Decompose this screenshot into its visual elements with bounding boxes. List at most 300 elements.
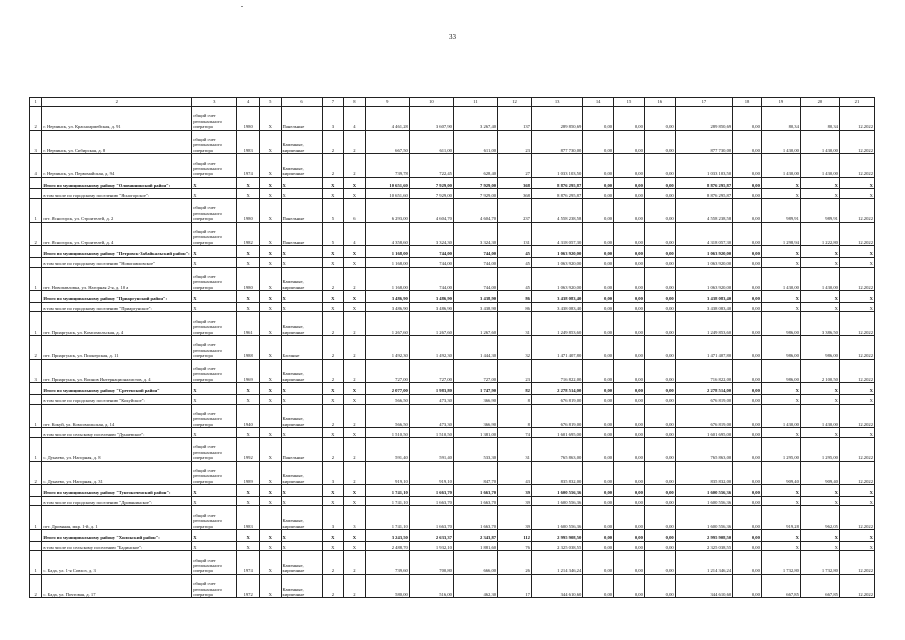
table-row (30, 222, 875, 246)
table-cell (30, 530, 42, 542)
table-cell: Х (259, 394, 281, 404)
table-cell: 0,00 (644, 485, 675, 497)
table-cell: 12.2022 (839, 130, 874, 154)
table-cell: Х (237, 246, 260, 258)
settlement-subtotal-row (30, 257, 875, 267)
table-cell: Каменные, кирпичные (281, 130, 322, 154)
table-cell: 12.2022 (839, 461, 874, 485)
table-cell: 0,00 (733, 428, 762, 438)
table-cell: 2 (344, 461, 366, 485)
table-cell: 667,85 (800, 574, 839, 598)
table-cell: 2 (322, 551, 344, 575)
table-cell: 289 850,69 (531, 107, 582, 131)
table-cell: 0,00 (733, 359, 762, 383)
table-cell: 3 438 083,40 (675, 291, 732, 303)
table-cell: Х (344, 541, 366, 551)
table-cell: Х (259, 541, 281, 551)
table-cell: 1 600 556,36 (531, 496, 582, 506)
table-cell: 2 (344, 312, 366, 336)
table-cell: 0,00 (644, 154, 675, 178)
table-cell: 3 438 083,40 (531, 302, 582, 312)
table-cell: Х (344, 177, 366, 189)
table-cell: 2 (322, 359, 344, 383)
table-cell: 667,50 (365, 130, 409, 154)
table-cell (30, 189, 42, 199)
table-cell: 0,00 (583, 551, 614, 575)
table-cell: 344 610,60 (531, 574, 582, 598)
table-cell: Х (259, 530, 281, 542)
table-cell: 5 (322, 222, 344, 246)
table-cell: общий счет регионального оператора (192, 107, 237, 131)
table-cell: 1992 (237, 437, 260, 461)
table-cell: 3 324,30 (409, 222, 453, 246)
table-cell: 7 929,00 (409, 177, 453, 189)
table-cell: 0,00 (733, 291, 762, 303)
table-cell: с. Дунаево, ул. Нагорная, д. 8 (42, 437, 192, 461)
table-cell: Х (259, 267, 281, 291)
table-cell: Х (259, 199, 281, 223)
table-cell: 877 730,00 (531, 130, 582, 154)
table-cell: Х (839, 394, 874, 404)
table-cell: 0,00 (733, 177, 762, 189)
table-cell: 2 (344, 359, 366, 383)
table-cell: 1 601 695,00 (675, 428, 732, 438)
table-cell (30, 394, 42, 404)
table-cell: 1 663,70 (409, 485, 453, 497)
table-cell: Х (761, 530, 800, 542)
table-cell: 1 663,70 (453, 485, 497, 497)
table-cell: в том числе по городскому поселению "Ясногорское": (42, 189, 192, 199)
table-cell: 1982 (237, 222, 260, 246)
table-cell: 0,00 (614, 506, 645, 530)
table-cell: Х (839, 383, 874, 395)
table-cell: 12.2022 (839, 199, 874, 223)
table-cell: 43 (498, 461, 532, 485)
table-cell: 0,00 (583, 437, 614, 461)
table-cell: 0,00 (583, 291, 614, 303)
table-cell: 4 318 057,30 (675, 222, 732, 246)
table-cell: 1 663,70 (453, 506, 497, 530)
table-cell: 1 430,00 (800, 267, 839, 291)
table-cell: 1 298,94 (761, 222, 800, 246)
table-cell: 1 492,30 (365, 336, 409, 360)
table-cell: 3 438,90 (453, 302, 497, 312)
table-cell: пгт. Кокуй, ул. Комсомольская, д. 14 (42, 404, 192, 428)
table-cell (259, 506, 281, 530)
table-cell: 516,00 (409, 574, 453, 598)
table-cell: Итого по муниципальному району "Сретенский район" (42, 383, 192, 395)
table-cell: в том числе по сельскому поселению "Дунаевское": (42, 428, 192, 438)
table-cell: пгт. Дровяная, мкр. 1-й, д. 1 (42, 506, 192, 530)
table-cell: 744,00 (453, 257, 497, 267)
table-cell: 744,00 (409, 257, 453, 267)
table-cell: 909,40 (800, 461, 839, 485)
table-cell: 1 430,00 (761, 154, 800, 178)
table-cell: 2 (30, 222, 42, 246)
table-cell: 989,91 (761, 199, 800, 223)
table-cell: Х (800, 291, 839, 303)
settlement-subtotal-row (30, 541, 875, 551)
table-cell: Каменные, кирпичные (281, 506, 322, 530)
table-cell: общий счет регионального оператора (192, 437, 237, 461)
table-cell: 0,00 (733, 312, 762, 336)
table-cell: 23 (498, 130, 532, 154)
table-cell: 1 663,70 (409, 496, 453, 506)
table-cell: Х (839, 257, 874, 267)
table-cell: 1 (30, 404, 42, 428)
table-cell: Х (237, 428, 260, 438)
table-cell: 1980 (237, 199, 260, 223)
table-cell: 0,00 (644, 428, 675, 438)
table-cell: 0,00 (583, 574, 614, 598)
table-cell: Х (259, 551, 281, 575)
table-cell: 0,00 (614, 437, 645, 461)
table-cell: 1983 (237, 506, 260, 530)
table-cell: Х (281, 541, 322, 551)
table-cell: 1 (30, 551, 42, 575)
table-cell: 1961 (237, 312, 260, 336)
table-cell: 39 (498, 496, 532, 506)
table-cell: 0,00 (733, 189, 762, 199)
district-total-row (30, 530, 875, 542)
table-cell: 8 876 295,87 (531, 189, 582, 199)
table-cell: 2 (30, 107, 42, 131)
table-cell: 0,00 (614, 461, 645, 485)
table-cell: Х (800, 485, 839, 497)
table-cell: Х (259, 257, 281, 267)
district-total-row (30, 177, 875, 189)
table-cell: 12.2022 (839, 404, 874, 428)
table-cell: 1 601 695,00 (531, 428, 582, 438)
table-cell: 12.2022 (839, 154, 874, 178)
table-cell: 82 (498, 383, 532, 395)
table-cell (30, 428, 42, 438)
table-cell: 0,00 (644, 336, 675, 360)
column-number-cell: 18 (733, 98, 762, 107)
table-cell: Х (237, 383, 260, 395)
table-cell: 986,00 (761, 312, 800, 336)
table-cell: 847,70 (453, 461, 497, 485)
table-cell: 2 (344, 154, 366, 178)
table-cell: 0,00 (614, 267, 645, 291)
table-cell: 1974 (237, 551, 260, 575)
table-cell: Х (839, 189, 874, 199)
table-cell: 1 033 103,50 (675, 154, 732, 178)
table-cell: Итого по муниципальному району "Приаргунский район": (42, 291, 192, 303)
table-cell: Х (322, 394, 344, 404)
table-cell: 0,00 (614, 107, 645, 131)
column-number-cell: 20 (800, 98, 839, 107)
table-cell: Х (259, 428, 281, 438)
table-cell: 26 (498, 551, 532, 575)
table-cell: Х (344, 485, 366, 497)
table-cell: 1 600 556,36 (675, 506, 732, 530)
table-cell: 3 438 083,40 (531, 291, 582, 303)
table-cell: 2 100,50 (800, 359, 839, 383)
table-cell: Х (839, 428, 874, 438)
table-cell: 919,10 (365, 461, 409, 485)
column-number-cell: 2 (42, 98, 192, 107)
table-cell: 10 651,60 (365, 177, 409, 189)
table-cell: 0,00 (644, 107, 675, 131)
table-cell: 0,00 (583, 107, 614, 131)
table-cell: 1 033 103,50 (531, 154, 582, 178)
table-cell: 0,00 (614, 222, 645, 246)
table-cell: 1988 (237, 336, 260, 360)
table-cell: Х (344, 246, 366, 258)
table-cell: Х (192, 530, 237, 542)
table-cell: 7 929,00 (409, 189, 453, 199)
column-number-cell: 13 (531, 98, 582, 107)
table-cell: 12.2022 (839, 312, 874, 336)
table-cell: 1 (30, 267, 42, 291)
table-cell: 0,00 (583, 257, 614, 267)
table-cell (30, 496, 42, 506)
table-cell: 1 063 920,00 (531, 246, 582, 258)
table-cell: 727,00 (365, 359, 409, 383)
table-cell: 0,00 (644, 541, 675, 551)
table-cell: 0,00 (644, 394, 675, 404)
table-cell: 1 267,60 (453, 312, 497, 336)
table-cell: 0,00 (644, 246, 675, 258)
table-cell: Итого по муниципальному району "Оловяннинский район": (42, 177, 192, 189)
table-cell: 2 (344, 437, 366, 461)
table-cell: 0,00 (733, 541, 762, 551)
table-cell: Х (761, 428, 800, 438)
table-cell: 0,00 (733, 336, 762, 360)
table-cell: Х (281, 394, 322, 404)
table-cell: 74 (498, 428, 532, 438)
table-row (30, 404, 875, 428)
table-cell: 0,00 (583, 154, 614, 178)
settlement-subtotal-row (30, 302, 875, 312)
table-cell: Х (344, 394, 366, 404)
table-cell: 667,85 (761, 574, 800, 598)
table-cell: 1 430,00 (800, 404, 839, 428)
column-number-cell: 9 (365, 98, 409, 107)
settlement-subtotal-row (30, 496, 875, 506)
table-cell: 86 (498, 291, 532, 303)
table-cell: Х (259, 154, 281, 178)
table-cell: 727,00 (453, 359, 497, 383)
table-cell: Каменные, кирпичные (281, 154, 322, 178)
table-cell: 2 633,37 (409, 530, 453, 542)
table-cell: 0,00 (644, 437, 675, 461)
table-cell: 0,00 (614, 541, 645, 551)
table-cell: Х (259, 383, 281, 395)
table-cell: Х (800, 246, 839, 258)
table-cell: 0,00 (644, 189, 675, 199)
table-cell: 0,00 (644, 302, 675, 312)
column-number-cell: 6 (281, 98, 322, 107)
table-cell: 0,00 (614, 496, 645, 506)
table-cell: 765 863,00 (531, 437, 582, 461)
table-cell: Х (237, 530, 260, 542)
table-cell: 0,00 (583, 336, 614, 360)
table-cell: 919,28 (761, 506, 800, 530)
table-cell: 2 (322, 404, 344, 428)
table-cell: в том числе по сельскому поселению "Бадинское": (42, 541, 192, 551)
table-cell: 1 983,80 (409, 383, 453, 395)
column-number-cell: 11 (453, 98, 497, 107)
table-cell: в том числе по городскому поселению "Приаргунское": (42, 302, 192, 312)
table-cell: 3 (322, 107, 344, 131)
table-cell: 6 (344, 199, 366, 223)
table-cell: Х (761, 291, 800, 303)
table-cell: 1 063 920,00 (531, 257, 582, 267)
table-cell: 0,00 (614, 189, 645, 199)
table-cell: общий счет регионального оператора (192, 312, 237, 336)
table-cell: Панельные (281, 222, 322, 246)
table-cell: 2 (322, 267, 344, 291)
table-cell: 0,00 (583, 485, 614, 497)
table-cell: 8 876 295,87 (675, 177, 732, 189)
table-cell: 722,45 (409, 154, 453, 178)
table-cell: Х (259, 461, 281, 485)
table-cell: 2 077,00 (365, 383, 409, 395)
table-cell: 1 430,00 (761, 130, 800, 154)
table-cell: 0,00 (614, 302, 645, 312)
table-cell: 2 (344, 130, 366, 154)
table-cell: 591,40 (409, 437, 453, 461)
column-number-cell: 7 (322, 98, 344, 107)
table-cell: 10 651,60 (365, 189, 409, 199)
table-cell: 4 (30, 154, 42, 178)
table-cell: 0,00 (644, 222, 675, 246)
table-cell: Х (237, 189, 260, 199)
column-number-cell: 19 (761, 98, 800, 107)
table-cell: 2 (322, 574, 344, 598)
table-cell: 473,30 (409, 394, 453, 404)
district-total-row (30, 291, 875, 303)
table-cell: Х (344, 383, 366, 395)
settlement-subtotal-row (30, 428, 875, 438)
table-cell: пгт. Приаргунск, ул. Воинов Интернационалистов, д. 4 (42, 359, 192, 383)
column-number-cell: 12 (498, 98, 532, 107)
table-cell: Х (761, 383, 800, 395)
table-cell: 0,00 (733, 394, 762, 404)
table-cell: 1 (30, 199, 42, 223)
table-cell: 0,00 (614, 530, 645, 542)
table-cell: 676 819,00 (531, 404, 582, 428)
table-cell: 744,00 (453, 246, 497, 258)
table-cell: 8 (498, 394, 532, 404)
table-cell: 31 (498, 437, 532, 461)
table-cell: Х (344, 257, 366, 267)
table-cell: 4 604,70 (409, 199, 453, 223)
table-cell: 4 558 238,58 (675, 199, 732, 223)
table-cell: 0,00 (583, 541, 614, 551)
table-cell: 2 995 908,50 (531, 530, 582, 542)
table-cell: Х (839, 246, 874, 258)
table-cell (30, 302, 42, 312)
table-cell: 566,50 (365, 404, 409, 428)
table-cell: Х (281, 302, 322, 312)
table-cell: 727,00 (409, 359, 453, 383)
table-cell: Х (192, 394, 237, 404)
table-cell: Х (761, 302, 800, 312)
table-cell: с. Дунаево, ул. Нагорная, д. 31 (42, 461, 192, 485)
table-cell: Х (259, 485, 281, 497)
table-cell: Панельные (281, 437, 322, 461)
table-cell: 739,60 (365, 551, 409, 575)
table-cell: г. Нерчинск, ул. Сибирская, д. 8 (42, 130, 192, 154)
table-cell: 0,00 (614, 428, 645, 438)
table-cell: 8 876 295,87 (531, 177, 582, 189)
column-number-cell: 21 (839, 98, 874, 107)
table-cell: Х (800, 383, 839, 395)
table-cell (30, 257, 42, 267)
table-cell: 3 267,40 (453, 107, 497, 131)
table-cell: 1 732,80 (761, 551, 800, 575)
table-cell: 45 (498, 246, 532, 258)
table-cell: Каменные, кирпичные (281, 404, 322, 428)
table-cell: 0,00 (644, 461, 675, 485)
table-row (30, 130, 875, 154)
table-cell: 0,00 (733, 461, 762, 485)
table-cell: общий счет регионального оператора (192, 199, 237, 223)
table-cell: 0,00 (733, 574, 762, 598)
table-cell: 366,90 (453, 404, 497, 428)
table-cell: 2 (344, 551, 366, 575)
table-cell: 1 492,30 (409, 336, 453, 360)
table-cell: Х (344, 291, 366, 303)
table-cell: Х (761, 246, 800, 258)
table-cell: 86 (498, 302, 532, 312)
table-cell: 1 663,70 (453, 496, 497, 506)
table-cell: 0,00 (614, 130, 645, 154)
table-cell: 3 (30, 359, 42, 383)
table-cell: 473,30 (409, 404, 453, 428)
table-cell: общий счет регионального оператора (192, 461, 237, 485)
table-cell: 0,00 (614, 485, 645, 497)
table-cell: 0,00 (614, 291, 645, 303)
table-cell: Х (281, 257, 322, 267)
table-cell: 1 741,10 (365, 506, 409, 530)
table-cell: Х (237, 496, 260, 506)
table-cell: Каменные, кирпичные (281, 359, 322, 383)
table-cell: 765 863,00 (675, 437, 732, 461)
table-cell: 1974 (237, 154, 260, 178)
table-cell: Х (761, 177, 800, 189)
table-cell: 1 430,00 (800, 154, 839, 178)
table-cell: 0,00 (644, 177, 675, 189)
table-cell: 2 (322, 312, 344, 336)
table-cell: Х (322, 177, 344, 189)
table-cell: 1 295,00 (800, 437, 839, 461)
table-cell: Каменные, кирпичные (281, 574, 322, 598)
table-cell (259, 404, 281, 428)
table-cell: Х (259, 302, 281, 312)
table-cell: 31 (498, 312, 532, 336)
table-cell: г. Нерчинск, ул. Красноармейская, д. 91 (42, 107, 192, 131)
table-cell: 0,00 (733, 154, 762, 178)
table-cell: Х (259, 177, 281, 189)
table-cell: Х (800, 189, 839, 199)
table-cell: 1 168,00 (365, 267, 409, 291)
table-cell: 462,30 (453, 574, 497, 598)
table-cell: 8 876 295,87 (675, 189, 732, 199)
table-cell (30, 541, 42, 551)
table-cell: 1 381,00 (453, 428, 497, 438)
table-cell: 835 832,00 (675, 461, 732, 485)
table-cell: Х (322, 291, 344, 303)
table-cell: 676 819,00 (531, 394, 582, 404)
table-cell: 1972 (237, 574, 260, 598)
table-cell: 2 (322, 437, 344, 461)
table-cell: Каменные, кирпичные (281, 267, 322, 291)
table-cell: 591,40 (365, 437, 409, 461)
